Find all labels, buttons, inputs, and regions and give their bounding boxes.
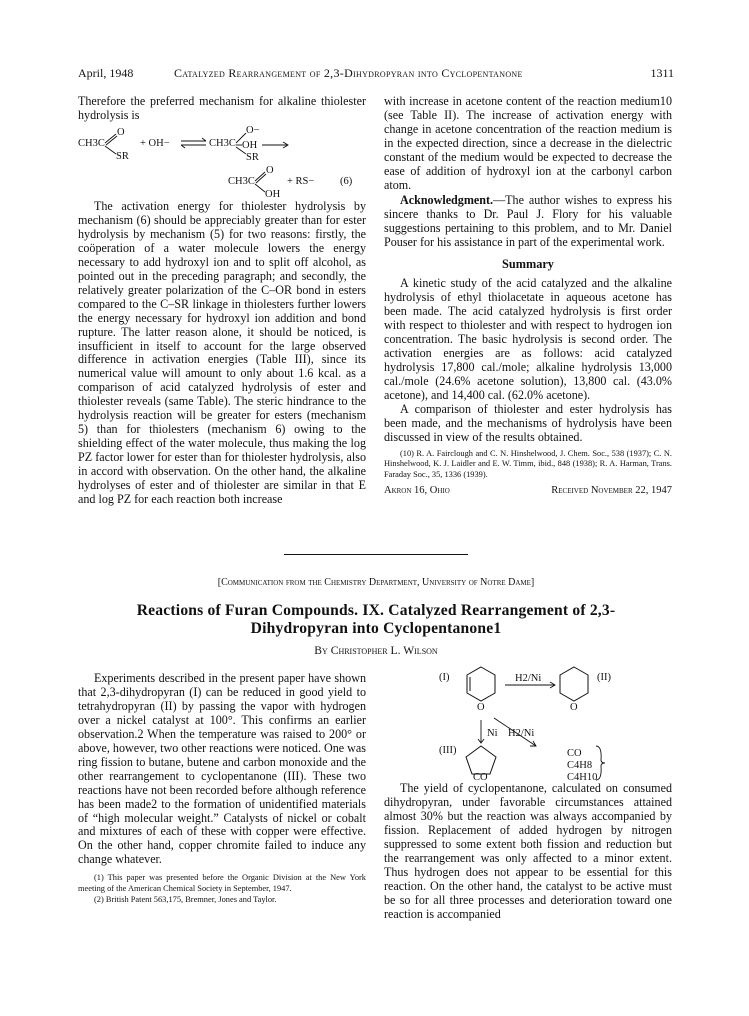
reactant-formula: CH3C bbox=[78, 138, 105, 149]
header-title: Catalyzed Rearrangement of 2,3-Dihydropyran into Cyclopentanone bbox=[174, 66, 523, 80]
intro-text: Therefore the preferred mechanism for alkaline thiolester hydrolysis is bbox=[78, 94, 366, 122]
continuation-text: with increase in acetone content of the reaction medium10 (see Table II). The increase of activation energy with change in acetone concentration of the reaction medium is in the expected direction, since a decrease in the dielectric constant of the medium would be expected to decrease the ease of addition of hydroxyl ion at the carbonyl carbon atom. bbox=[384, 94, 672, 192]
thiolate-term: + RS− bbox=[287, 176, 315, 187]
equilibrium-arrow bbox=[181, 138, 206, 148]
yield-paragraph: The yield of cyclopentanone, calculated on consumed dihydropyran, under favorable circumstances attained almost 30% but the reaction was always accompanied by fission. Replacement of added hydrogen by nitrogen suppressed to some extent both fission and reduction but the rearrangement was only affected to a minor extent. Thus hydrogen does not appear to be essential for this reaction. On the other hand, the catalyst to be active must be so for all three processes and deterioration toward one reaction is accompanied bbox=[384, 781, 672, 921]
acknowledgment-label: Acknowledgment. bbox=[400, 192, 494, 207]
hydroxide-term: + OH− bbox=[140, 138, 170, 149]
right-column-bottom bbox=[384, 782, 672, 922]
reactant-sr: SR bbox=[116, 151, 129, 162]
left-column-bottom bbox=[78, 672, 366, 905]
intermediate-formula: CH3C bbox=[209, 138, 236, 149]
title-line-1: Reactions of Furan Compounds. IX. Catalyzed Rearrangement of 2,3- bbox=[136, 602, 616, 619]
rearrangement-scheme bbox=[384, 662, 674, 782]
mechanism-discussion: The activation energy for thiolester hydrolysis by mechanism (6) should be appreciably greater than for ester hydrolysis by mechanism (5) for two reasons: firstly, the coöperation of a water molecule lowers the energy necessary to add hydroxyl ion and to split off alcohol, as pointed out in the preceding paragraph; and secondly, the relatively greater polarization of the C–OR bond in esters compared to the C–SR linkage in thiolesters further lowers the energy necessary for hydroxyl ion addition and bond rupture. The latter reason alone, it should be noticed, is insufficient in itself to account for the large observed difference in activation energies (Table III), since its numerical value will amount to only about 1.6 kcal. as a comparison of acid catalyzed hydrolysis of ester and thiolester reveals (same Table). The steric hindrance to the hydrolysis reaction will be greater for esters (mechanism 5) than for thiolesters (mechanism 6) owing to the shielding effect of the water molecule, thus making the log PZ factor lower for ester than for thiolester hydrolysis, also in accord with observation. On the other hand, the alkaline hydrolyses of ester and of thiolester are similar in that E and log PZ for each reaction both increase bbox=[78, 199, 366, 507]
product-oh: OH bbox=[265, 189, 281, 200]
tetrahydropyran-ring bbox=[560, 667, 588, 701]
author-byline: By Christopher L. Wilson bbox=[314, 644, 438, 657]
products-brace bbox=[596, 746, 605, 780]
label-compound-III: (III) bbox=[439, 745, 457, 756]
reactant-o: O bbox=[117, 127, 125, 138]
footnote-10: (10) R. A. Fairclough and C. N. Hinshelwood, J. Chem. Soc., 538 (1937); C. N. Hinshelwood, K. J. Laidler and E. W. Timm, ibid., 848 (1938); R. A. Harman, Trans. Faraday Soc., 35, 1336 (1939). bbox=[384, 448, 672, 480]
dihydropyran-ring bbox=[467, 667, 495, 701]
arrow-to-III bbox=[478, 720, 484, 743]
left-paragraph bbox=[78, 200, 366, 507]
product-butene: C4H8 bbox=[567, 760, 593, 771]
communication-line: [Communication from the Chemistry Department, University of Notre Dame] bbox=[217, 577, 535, 588]
mechanism-6-scheme bbox=[78, 124, 368, 200]
product-co: CO bbox=[567, 748, 582, 759]
intro-paragraph: Experiments described in the present paper have shown that 2,3-dihydropyran (I) can be reduced in good yield to tetrahydropyran (II) by passing the vapor with hydrogen over a nickel catalyst at 100°. This confirms an earlier observation.2 When the temperature was raised to 200° or above, however, two other reactions were noticed. One was ring fission to butane, butene and carbon monoxide and the other rearrangement to cyclopentanone (III). These two reactions have not been recorded before although reference has been made2 to the formation of unidentified materials of “high molecular weight.” Catalysts of nickel or cobalt and mixtures of each of these with copper were effective. On the other hand, copper chromite failed to induce any change whatever. bbox=[78, 671, 366, 867]
ring-oxygen-I: O bbox=[477, 702, 485, 713]
intermediate-o: O− bbox=[246, 125, 260, 136]
page-number: 1311 bbox=[650, 66, 674, 80]
right-column-top bbox=[384, 95, 672, 499]
running-header bbox=[78, 66, 674, 82]
arrow-label-ni: Ni bbox=[487, 728, 498, 739]
left-intro bbox=[78, 95, 366, 123]
summary-paragraph-1: A kinetic study of the acid catalyzed and the alkaline hydrolysis of ethyl thiolacetate in aqueous acetone has been made. The acid catalyzed hydrolysis is first order with respect to thiolester and with respect to hydrogen ion concentration. The basic hydrolysis is second order. The activation energies are as follows: acid catalyzed hydrolysis 17,800 cal./mole; alkaline hydrolysis 13,000 cal./mole (24.6% acetone solution), 13,800 cal. (43.0% acetone), and 14,400 cal. (62.0% acetone). bbox=[384, 276, 672, 403]
footnote-2: (2) British Patent 563,175, Bremner, Jones and Taylor. bbox=[94, 894, 277, 904]
label-compound-I: (I) bbox=[439, 672, 450, 683]
header-date: April, 1948 bbox=[78, 66, 134, 80]
acknowledgment-text: —The author wishes to express his sincere thanks to Dr. Paul J. Flory for his valuable suggestions pertaining to this problem, and to Mr. Daniel Pouser for his assistance in part of the experimental work. bbox=[384, 192, 672, 249]
summary-paragraph-2: A comparison of thiolester and ester hydrolysis has been made, and the mechanisms of hydrolysis have been discussed in view of the results obtained. bbox=[384, 402, 672, 444]
article-title bbox=[78, 602, 674, 638]
arrow-label-h2ni-diagonal: H2/Ni bbox=[508, 728, 535, 739]
equation-number: (6) bbox=[340, 176, 353, 187]
arrow-label-h2ni: H2/Ni bbox=[515, 673, 542, 684]
received-date: Received November 22, 1947 bbox=[551, 484, 672, 496]
product-o: O bbox=[266, 165, 274, 176]
footnote-1: (1) This paper was presented before the Organic Division at the New York meeting of the American Chemical Society in September, 1947. bbox=[78, 873, 366, 893]
intermediate-oh: OH bbox=[242, 140, 258, 151]
forward-arrow bbox=[262, 142, 288, 148]
ring-oxygen-II: O bbox=[570, 702, 578, 713]
carbonyl-group: CO bbox=[473, 772, 488, 782]
cyclopentanone-ring bbox=[466, 746, 496, 774]
title-line-2: Dihydropyran into Cyclopentanone1 bbox=[250, 620, 502, 637]
article-divider bbox=[284, 554, 468, 555]
label-compound-II: (II) bbox=[597, 672, 611, 683]
location: Akron 16, Ohio bbox=[384, 484, 450, 496]
product-butane: C4H10 bbox=[567, 772, 598, 782]
intermediate-sr: SR bbox=[246, 152, 259, 163]
product-formula: CH3C bbox=[228, 176, 255, 187]
signoff bbox=[384, 484, 672, 499]
acknowledgment bbox=[384, 194, 672, 250]
summary-heading: Summary bbox=[502, 257, 554, 272]
